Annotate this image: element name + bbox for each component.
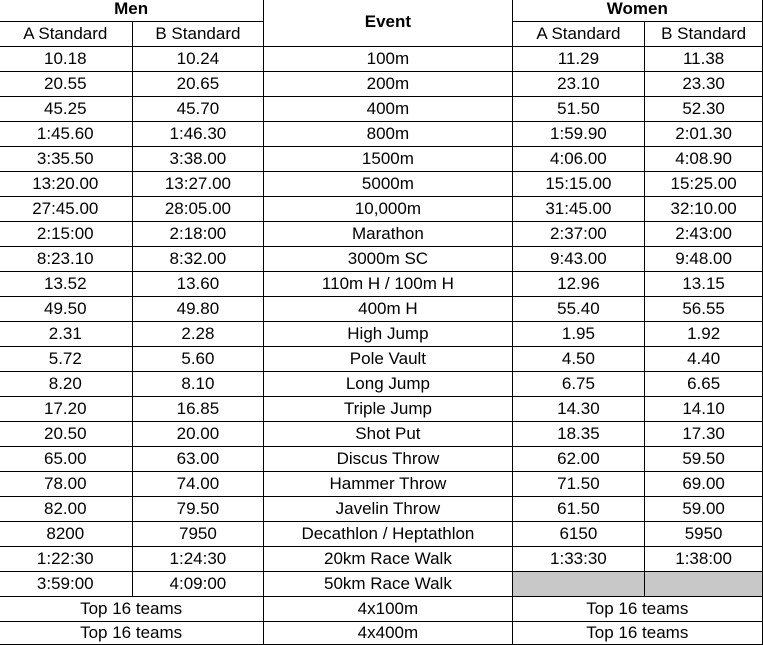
men-b-cell: 79.50 xyxy=(132,497,264,522)
event-cell: 3000m SC xyxy=(264,247,512,272)
women-b-standard-header: B Standard xyxy=(645,22,763,47)
women-b-cell: 59.50 xyxy=(645,447,763,472)
men-b-cell: 16.85 xyxy=(132,397,264,422)
event-cell: High Jump xyxy=(264,322,512,347)
men-a-cell: 3:59:00 xyxy=(0,572,132,597)
event-cell: Pole Vault xyxy=(264,347,512,372)
women-a-cell: 6150 xyxy=(512,522,645,547)
header-row-groups xyxy=(0,0,763,22)
table-row xyxy=(0,497,763,522)
table-row xyxy=(0,247,763,272)
event-cell: 100m xyxy=(264,47,512,72)
event-cell: Shot Put xyxy=(264,422,512,447)
women-b-cell: 11.38 xyxy=(645,47,763,72)
men-a-cell: 2:15:00 xyxy=(0,222,132,247)
women-b-cell: 5950 xyxy=(645,522,763,547)
table-row xyxy=(0,447,763,472)
event-cell: 110m H / 100m H xyxy=(264,272,512,297)
table-row xyxy=(0,197,763,222)
women-a-standard-header: A Standard xyxy=(512,22,645,47)
women-a-cell: 55.40 xyxy=(512,297,645,322)
table-row xyxy=(0,322,763,347)
women-b-cell: 59.00 xyxy=(645,497,763,522)
women-b-cell: 9:48.00 xyxy=(645,247,763,272)
table-row xyxy=(0,97,763,122)
table-row xyxy=(0,547,763,572)
men-b-standard-header: B Standard xyxy=(132,22,264,47)
men-a-cell: 13.52 xyxy=(0,272,132,297)
women-a-cell: 61.50 xyxy=(512,497,645,522)
relay-row xyxy=(0,622,763,645)
event-cell: 4x100m xyxy=(264,597,512,622)
women-a-cell: 31:45.00 xyxy=(512,197,645,222)
men-a-cell: 82.00 xyxy=(0,497,132,522)
relay-row xyxy=(0,597,763,622)
table-row xyxy=(0,572,763,597)
men-header: Men xyxy=(0,0,264,22)
men-b-cell: 8.10 xyxy=(132,372,264,397)
women-header: Women xyxy=(512,0,762,22)
men-b-cell: 2.28 xyxy=(132,322,264,347)
men-a-cell: 1:22:30 xyxy=(0,547,132,572)
women-b-cell: 14.10 xyxy=(645,397,763,422)
women-a-cell: 2:37:00 xyxy=(512,222,645,247)
event-header: Event xyxy=(264,0,512,47)
women-b-cell: 1.92 xyxy=(645,322,763,347)
table-row xyxy=(0,72,763,97)
women-b-cell: 23.30 xyxy=(645,72,763,97)
table-body xyxy=(0,47,763,645)
men-a-cell: 45.25 xyxy=(0,97,132,122)
table-row xyxy=(0,272,763,297)
table-row xyxy=(0,472,763,497)
event-cell: Marathon xyxy=(264,222,512,247)
event-cell: 1500m xyxy=(264,147,512,172)
table-row xyxy=(0,347,763,372)
women-a-cell xyxy=(512,572,645,597)
men-b-cell: 8:32.00 xyxy=(132,247,264,272)
women-b-cell: 1:38:00 xyxy=(645,547,763,572)
men-a-cell: 2.31 xyxy=(0,322,132,347)
women-b-cell: 17.30 xyxy=(645,422,763,447)
women-b-cell: 4:08.90 xyxy=(645,147,763,172)
women-a-cell: 1:59.90 xyxy=(512,122,645,147)
table-row xyxy=(0,372,763,397)
women-a-cell: 11.29 xyxy=(512,47,645,72)
event-cell: Javelin Throw xyxy=(264,497,512,522)
men-a-cell: 8.20 xyxy=(0,372,132,397)
men-b-cell: 45.70 xyxy=(132,97,264,122)
event-cell: Triple Jump xyxy=(264,397,512,422)
men-a-cell: 8:23.10 xyxy=(0,247,132,272)
women-b-cell: 52.30 xyxy=(645,97,763,122)
men-a-cell: 8200 xyxy=(0,522,132,547)
women-b-cell: 69.00 xyxy=(645,472,763,497)
table-row xyxy=(0,422,763,447)
men-a-standard-header: A Standard xyxy=(0,22,132,47)
event-cell: 400m H xyxy=(264,297,512,322)
men-a-cell: 20.50 xyxy=(0,422,132,447)
women-a-cell: 15:15.00 xyxy=(512,172,645,197)
women-a-cell: 1:33:30 xyxy=(512,547,645,572)
event-cell: 10,000m xyxy=(264,197,512,222)
men-b-cell: 3:38.00 xyxy=(132,147,264,172)
men-a-cell: 1:45.60 xyxy=(0,122,132,147)
men-a-cell: 65.00 xyxy=(0,447,132,472)
women-b-cell xyxy=(645,572,763,597)
men-b-cell: 10.24 xyxy=(132,47,264,72)
table-row xyxy=(0,172,763,197)
women-a-cell: 18.35 xyxy=(512,422,645,447)
event-cell: 50km Race Walk xyxy=(264,572,512,597)
men-b-cell: 4:09:00 xyxy=(132,572,264,597)
event-cell: 800m xyxy=(264,122,512,147)
women-a-cell: 6.75 xyxy=(512,372,645,397)
men-b-cell: 63.00 xyxy=(132,447,264,472)
women-a-cell: 1.95 xyxy=(512,322,645,347)
women-b-cell: 4.40 xyxy=(645,347,763,372)
women-b-cell: 2:01.30 xyxy=(645,122,763,147)
table-row xyxy=(0,297,763,322)
men-b-cell: 49.80 xyxy=(132,297,264,322)
men-a-cell: 17.20 xyxy=(0,397,132,422)
table-header xyxy=(0,0,763,47)
women-b-cell: 6.65 xyxy=(645,372,763,397)
women-a-cell: 9:43.00 xyxy=(512,247,645,272)
women-a-cell: 4.50 xyxy=(512,347,645,372)
women-b-cell: 32:10.00 xyxy=(645,197,763,222)
men-b-cell: 13.60 xyxy=(132,272,264,297)
table-row xyxy=(0,47,763,72)
men-b-cell: 1:46.30 xyxy=(132,122,264,147)
men-a-cell: 3:35.50 xyxy=(0,147,132,172)
men-b-cell: 20.00 xyxy=(132,422,264,447)
women-relay-cell: Top 16 teams xyxy=(512,597,762,622)
women-a-cell: 23.10 xyxy=(512,72,645,97)
women-a-cell: 71.50 xyxy=(512,472,645,497)
men-relay-cell: Top 16 teams xyxy=(0,597,264,622)
men-a-cell: 5.72 xyxy=(0,347,132,372)
event-cell: 4x400m xyxy=(264,622,512,645)
event-cell: Discus Throw xyxy=(264,447,512,472)
women-relay-cell: Top 16 teams xyxy=(512,622,762,645)
men-b-cell: 2:18:00 xyxy=(132,222,264,247)
women-b-cell: 15:25.00 xyxy=(645,172,763,197)
women-a-cell: 51.50 xyxy=(512,97,645,122)
men-b-cell: 7950 xyxy=(132,522,264,547)
event-cell: Hammer Throw xyxy=(264,472,512,497)
men-b-cell: 20.65 xyxy=(132,72,264,97)
event-cell: Long Jump xyxy=(264,372,512,397)
table-row xyxy=(0,147,763,172)
men-b-cell: 28:05.00 xyxy=(132,197,264,222)
women-b-cell: 56.55 xyxy=(645,297,763,322)
men-relay-cell: Top 16 teams xyxy=(0,622,264,645)
men-a-cell: 49.50 xyxy=(0,297,132,322)
event-cell: 5000m xyxy=(264,172,512,197)
women-a-cell: 62.00 xyxy=(512,447,645,472)
men-a-cell: 13:20.00 xyxy=(0,172,132,197)
women-b-cell: 13.15 xyxy=(645,272,763,297)
event-cell: 200m xyxy=(264,72,512,97)
women-a-cell: 12.96 xyxy=(512,272,645,297)
women-b-cell: 2:43:00 xyxy=(645,222,763,247)
men-a-cell: 20.55 xyxy=(0,72,132,97)
men-a-cell: 27:45.00 xyxy=(0,197,132,222)
event-cell: 400m xyxy=(264,97,512,122)
table-row xyxy=(0,122,763,147)
men-b-cell: 13:27.00 xyxy=(132,172,264,197)
men-b-cell: 5.60 xyxy=(132,347,264,372)
table-row xyxy=(0,397,763,422)
women-a-cell: 14.30 xyxy=(512,397,645,422)
table-row xyxy=(0,222,763,247)
men-a-cell: 78.00 xyxy=(0,472,132,497)
men-b-cell: 1:24:30 xyxy=(132,547,264,572)
women-a-cell: 4:06.00 xyxy=(512,147,645,172)
table-row xyxy=(0,522,763,547)
men-a-cell: 10.18 xyxy=(0,47,132,72)
event-cell: Decathlon / Heptathlon xyxy=(264,522,512,547)
event-cell: 20km Race Walk xyxy=(264,547,512,572)
men-b-cell: 74.00 xyxy=(132,472,264,497)
